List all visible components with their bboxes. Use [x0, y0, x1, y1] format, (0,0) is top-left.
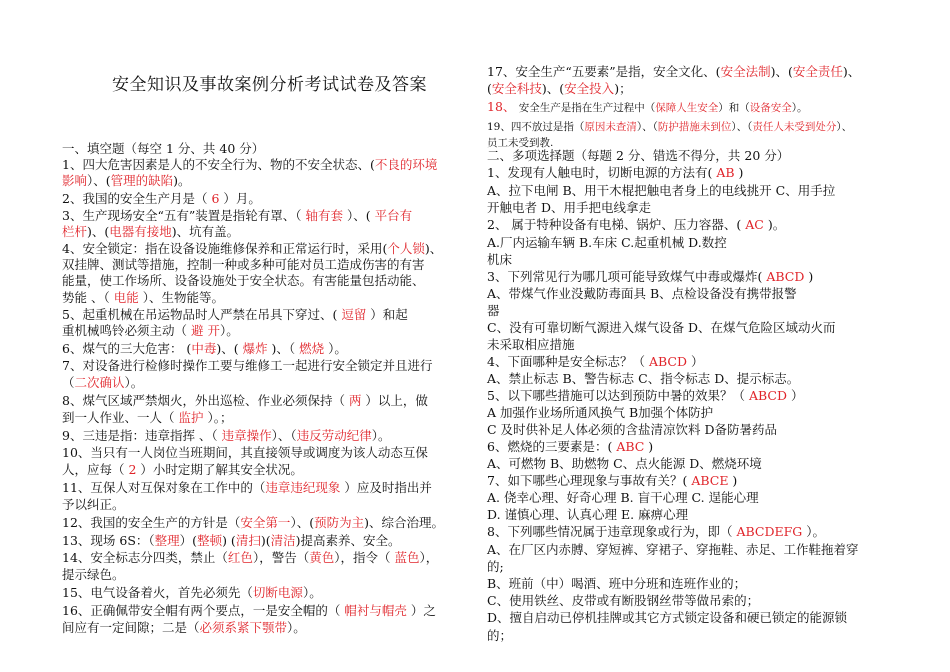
- question-text: 4、下面哪种是安全标志？（: [487, 354, 649, 369]
- question-text: D、擅自启动已停机挂牌或其它方式锁定设备和硬已锁定的能源锁: [487, 610, 848, 625]
- text-line: [487, 63, 860, 80]
- text-line: [487, 592, 759, 609]
- question-text: ）。；: [203, 410, 233, 425]
- question-text: 重机械鸣铃必须主动（: [62, 323, 191, 338]
- question-text: 9、三违是指：违章指挥 、（: [62, 428, 222, 443]
- answer-text: 预防为主: [314, 515, 365, 530]
- question-text: C、没有可靠切断气源进入煤气设备 D、在煤气危险区域动火而: [487, 320, 836, 335]
- question-text: 11、互保人对互保对象在工作中的（: [62, 480, 266, 495]
- text-line: [487, 302, 500, 319]
- text-line: [62, 532, 401, 549]
- question-text: 安全生产是指在生产过程中（: [515, 102, 656, 114]
- text-line: [487, 455, 762, 472]
- question-text: ): [734, 165, 744, 180]
- question-text: ）。: [219, 323, 239, 338]
- question-text: 提示绿色。: [62, 567, 125, 582]
- answer-text: ABCE: [691, 473, 729, 488]
- question-text: ）。: [802, 524, 825, 539]
- answer-text: AC: [745, 217, 764, 232]
- text-line: [62, 190, 261, 207]
- question-text: 3、生产现场安全“五有”装置是指轮有罩、（: [62, 208, 306, 223]
- text-line: [62, 240, 442, 257]
- answer-text: 违章操作: [221, 428, 272, 443]
- text-line: [487, 285, 797, 302]
- text-line: [487, 541, 859, 558]
- question-text: 2、我国的安全生产月是（: [62, 191, 212, 206]
- question-text: 的；: [487, 628, 513, 643]
- question-text: ): [804, 269, 814, 284]
- text-line: [62, 496, 125, 513]
- text-line: [487, 387, 803, 404]
- question-text: 机床: [487, 252, 513, 267]
- question-text: B、班前（中）喝酒、班中分班和连班作业的；: [487, 576, 747, 591]
- text-line: [487, 370, 799, 387]
- answer-text: 避 开: [190, 323, 220, 338]
- text-line: [487, 147, 789, 164]
- answer-text: 黄色: [309, 550, 335, 565]
- text-line: [62, 207, 412, 224]
- answer-text: 防护措施未到位: [657, 121, 732, 133]
- question-text: C、使用铁丝、皮带或有断股钢丝带等做吊索的；: [487, 593, 760, 608]
- question-text: )、(: [216, 341, 243, 356]
- text-line: [487, 251, 512, 268]
- text-line: [62, 156, 437, 173]
- text-line: [62, 566, 125, 583]
- text-line: [62, 140, 264, 157]
- text-line: [62, 602, 436, 619]
- question-text: ），警告（: [252, 550, 310, 565]
- answer-text: 管理的缺陷: [110, 173, 174, 188]
- text-line: [62, 461, 303, 478]
- answer-text: 燃烧: [299, 341, 325, 356]
- document-title: 安全知识及事故案例分析考试试卷及答案: [112, 75, 427, 95]
- answer-text: 设备安全: [749, 102, 792, 114]
- text-line: [487, 438, 653, 455]
- question-text: 的;: [487, 559, 504, 574]
- question-text: )、: [424, 241, 443, 256]
- answer-text: 2: [128, 462, 137, 477]
- text-line: [487, 319, 836, 336]
- question-text: ）、生物能等。: [138, 290, 224, 305]
- answer-text: 安全第一: [240, 515, 291, 530]
- answer-text: 保障人生安全: [655, 102, 719, 114]
- question-text: )、（: [267, 341, 300, 356]
- answer-text: ABCD: [766, 269, 805, 284]
- text-line: [487, 182, 835, 199]
- text-line: [62, 357, 432, 374]
- question-text: )、(: [87, 224, 110, 239]
- question-text: )、综合治理。: [364, 515, 444, 530]
- answer-text: 责任人未受到处分: [752, 121, 837, 133]
- question-text: 5、起重机械在吊运物品时人严禁在吊具下穿过、(: [62, 307, 338, 322]
- text-line: [487, 558, 504, 575]
- question-text: ）、(: [290, 515, 315, 530]
- text-line: [487, 506, 688, 523]
- answer-text: 安全投入: [564, 81, 615, 96]
- text-line: [62, 322, 239, 339]
- question-text: 双挂牌、测试等措施，控制一种或多种可能对员工造成伤害的有害: [62, 257, 425, 272]
- question-text: )。: [763, 217, 786, 232]
- answer-text: 电器有接地: [109, 224, 172, 239]
- answer-text: 安全科技: [491, 81, 542, 96]
- text-line: [62, 223, 239, 240]
- question-text: )、(: [770, 64, 793, 79]
- answer-text: 爆炸: [242, 341, 268, 356]
- question-text: )(: [260, 533, 271, 548]
- question-text: ）。: [302, 585, 322, 600]
- question-text: (: [487, 81, 492, 96]
- answer-text: 违反劳动纪律: [296, 428, 372, 443]
- question-text: 器: [487, 303, 500, 318]
- question-text: D. 谨慎心理、认真心理 E. 麻痹心理: [487, 507, 689, 522]
- question-text: A 加强作业场所通风换气 B加强个体防护: [487, 405, 714, 420]
- answer-text: 原因未查清: [584, 121, 637, 133]
- question-text: ）月。: [219, 191, 261, 206]
- question-text: )、: [842, 64, 861, 79]
- question-text: A.厂内运输车辆 B.车床 C.起重机械 D.数控: [487, 235, 727, 250]
- answer-text: 逗留: [337, 307, 367, 322]
- answer-text: 安全责任: [792, 64, 843, 79]
- text-line: [62, 444, 428, 461]
- question-text: ）、（: [731, 121, 753, 133]
- question-text: ）、: [836, 121, 853, 133]
- question-text: 12、我国的安全生产的方针是（: [62, 515, 241, 530]
- question-text: 间应有一定间隙；二是（: [62, 620, 200, 635]
- answer-text: 两: [348, 393, 362, 408]
- question-text: )、(: [541, 81, 565, 96]
- question-text: 15、电气设备着火，首先必须先（: [62, 585, 253, 600]
- question-text: A、禁止标志 B、警告标志 C、指令标志 D、提示标志。: [487, 371, 800, 386]
- text-line: [62, 514, 444, 531]
- question-text: )；: [614, 81, 632, 96]
- text-line: [487, 336, 575, 353]
- question-text: ）、(: [87, 173, 111, 188]
- question-text: ）小时定期了解其安全状况。: [136, 462, 303, 477]
- question-text: )、坑有盖。: [171, 224, 240, 239]
- answer-text: 帽衬与帽壳: [344, 603, 407, 618]
- question-text: 开触电者 D、用手把电线拿走: [487, 200, 651, 215]
- answer-text: ABCDEFG: [736, 524, 803, 539]
- answer-text: 必须系紧下颚带: [199, 620, 288, 635]
- text-line: [62, 427, 390, 444]
- answer-text: 整理: [154, 533, 180, 548]
- question-text: （: [62, 375, 75, 390]
- question-text: 1、发现有人触电时，切断电源的方法有(: [487, 165, 717, 180]
- answer-text: 切断电源: [252, 585, 303, 600]
- question-text: 7、对设备进行检修时操作工要与维修工一起进行安全锁定并且进行: [62, 358, 433, 373]
- question-text: 未采取相应措施: [487, 337, 575, 352]
- question-text: 5、以下哪些措施可以达到预防中暑的效果？（: [487, 388, 749, 403]
- text-line: [487, 627, 512, 644]
- text-line: [487, 164, 743, 181]
- question-text: 8、下列哪些情况属于违章现象或行为，即（: [487, 524, 737, 539]
- question-text: ），: [419, 550, 439, 565]
- question-text: A、可燃物 B、助燃物 C、点火能源 D、燃烧环境: [487, 456, 762, 471]
- answer-text: 清扫: [235, 533, 261, 548]
- question-text: 3、下列常见行为哪几项可能导致煤气中毒或爆炸(: [487, 269, 767, 284]
- text-line: [487, 523, 825, 540]
- question-text: C 及时供补足人体必须的含盐清凉饮料 D备防暑药品: [487, 422, 778, 437]
- answer-text: 栏杆: [62, 224, 88, 239]
- answer-text: 18、: [487, 99, 516, 114]
- question-text: 16、正确佩带安全帽有两个要点，一是安全帽的（: [62, 603, 345, 618]
- question-text: ），指令（: [334, 550, 395, 565]
- answer-text: 监护: [178, 410, 204, 425]
- text-line: [62, 479, 432, 496]
- question-text: 1、四大危害因素是人的不安全行为、物的不安全状态、(: [62, 157, 375, 172]
- text-line: [62, 306, 408, 323]
- answer-text: 轴有套: [305, 208, 343, 223]
- answer-text: ABCD: [748, 388, 787, 403]
- question-text: 17、安全生产“五要素”是指，安全文化、(: [487, 64, 721, 79]
- answer-text: 影响: [62, 173, 88, 188]
- answer-text: 不良的环境: [374, 157, 438, 172]
- question-text: ）(: [179, 533, 198, 548]
- question-text: 8、煤气区域严禁烟火，外出巡检、作业必须保持（: [62, 393, 349, 408]
- question-text: 到一人作业、一人（: [62, 410, 179, 425]
- answer-text: 中毒: [191, 341, 217, 356]
- question-text: 能量，使工作场所、设备设施处于安全状态。有害能量包括动能、: [62, 273, 425, 288]
- text-line: [487, 575, 746, 592]
- question-text: ): [728, 473, 738, 488]
- text-line: [487, 421, 777, 438]
- text-line: [62, 272, 425, 289]
- text-line: [487, 609, 847, 626]
- answer-text: 6: [211, 191, 220, 206]
- text-line: [62, 409, 232, 426]
- text-line: [62, 172, 191, 189]
- answer-text: ABCD: [648, 354, 687, 369]
- question-text: 4、安全锁定：指在设备设施维修保养和正常运行时，采用(: [62, 241, 388, 256]
- text-line: [62, 619, 306, 636]
- text-line: [62, 340, 347, 357]
- question-text: ）: [686, 354, 704, 369]
- text-line: [62, 256, 425, 273]
- question-text: ）、（: [636, 121, 658, 133]
- answer-text: 违章违纪现象: [265, 480, 341, 495]
- question-text: 人，应每（: [62, 462, 129, 477]
- text-line: [487, 199, 651, 216]
- question-text: ）、(: [342, 208, 375, 223]
- question-text: ）。: [371, 428, 391, 443]
- question-text: 二、多项选择题（每题 2 分、错选不得分，共 20 分）: [487, 148, 790, 163]
- text-line: [487, 404, 713, 421]
- question-text: ）。: [287, 620, 306, 635]
- answer-text: 二次确认: [74, 375, 125, 390]
- question-text: 6、煤气的三大危害： (: [62, 341, 192, 356]
- question-text: 员工未受到教.: [487, 137, 554, 149]
- answer-text: 安全法制: [720, 64, 771, 79]
- question-text: 13、现场 6S：（: [62, 533, 155, 548]
- answer-text: AB: [716, 165, 735, 180]
- question-text: ）和（: [718, 102, 750, 114]
- text-line: [487, 98, 808, 117]
- question-text: ): [644, 439, 654, 454]
- text-line: [62, 289, 224, 306]
- text-line: [487, 80, 632, 97]
- question-text: )。: [173, 173, 191, 188]
- question-text: ）和起: [366, 307, 408, 322]
- text-line: [62, 392, 428, 409]
- answer-text: 清洁: [270, 533, 296, 548]
- question-text: 2、 属于特种设备有电梯、锅炉、压力容器、(: [487, 217, 746, 232]
- question-text: A、拉下电闸 B、用干木棍把触电者身上的电线挑开 C、用手拉: [487, 183, 836, 198]
- question-text: 10、当只有一人岗位当班期间，其直接领导或调度为该人动态互保: [62, 445, 428, 460]
- answer-text: 个人锁: [387, 241, 425, 256]
- question-text: ）之: [406, 603, 436, 618]
- question-text: 一、填空题（每空 1 分、共 40 分）: [62, 141, 265, 156]
- text-line: [487, 472, 737, 489]
- question-text: ）、（: [271, 428, 297, 443]
- question-text: 14、安全标志分四类，禁止（: [62, 550, 228, 565]
- question-text: A、带煤气作业没戴防毒面具 B、点检设备没有携带报警: [487, 286, 797, 301]
- answer-text: 平台有: [374, 208, 413, 223]
- text-line: [487, 234, 727, 251]
- answer-text: 整顿: [197, 533, 223, 548]
- question-text: 6、燃烧的三要素是：(: [487, 439, 617, 454]
- text-line: [487, 268, 813, 285]
- answer-text: ABC: [616, 439, 645, 454]
- answer-text: 蓝色: [394, 550, 420, 565]
- question-text: A. 侥幸心理、好奇心理 B. 盲干心理 C. 逞能心理: [487, 490, 759, 505]
- text-line: [487, 353, 703, 370]
- text-line: [62, 584, 322, 601]
- question-text: ）。: [324, 341, 347, 356]
- answer-text: 红色: [227, 550, 253, 565]
- question-text: ）。: [124, 375, 144, 390]
- question-text: A、在厂区内赤膊、穿短裤、穿裙子、穿拖鞋、赤足、工作鞋拖着穿: [487, 542, 859, 557]
- question-text: ) (: [222, 533, 236, 548]
- text-line: [487, 489, 759, 506]
- question-text: ）: [786, 388, 804, 403]
- text-line: [487, 216, 785, 233]
- question-text: ）应及时指出并: [340, 480, 432, 495]
- question-text: ）。: [791, 102, 808, 114]
- question-text: )提高素养、安全。: [295, 533, 401, 548]
- question-text: 19、四不放过是指（: [487, 121, 585, 133]
- question-text: 势能 、（: [62, 290, 114, 305]
- text-line: [62, 374, 143, 391]
- question-text: 7、如下哪些心理现象与事故有关？(: [487, 473, 692, 488]
- text-line: [62, 549, 438, 566]
- question-text: ）以上，做: [361, 393, 428, 408]
- answer-text: 电能: [113, 290, 139, 305]
- question-text: 予以纠正。: [62, 497, 125, 512]
